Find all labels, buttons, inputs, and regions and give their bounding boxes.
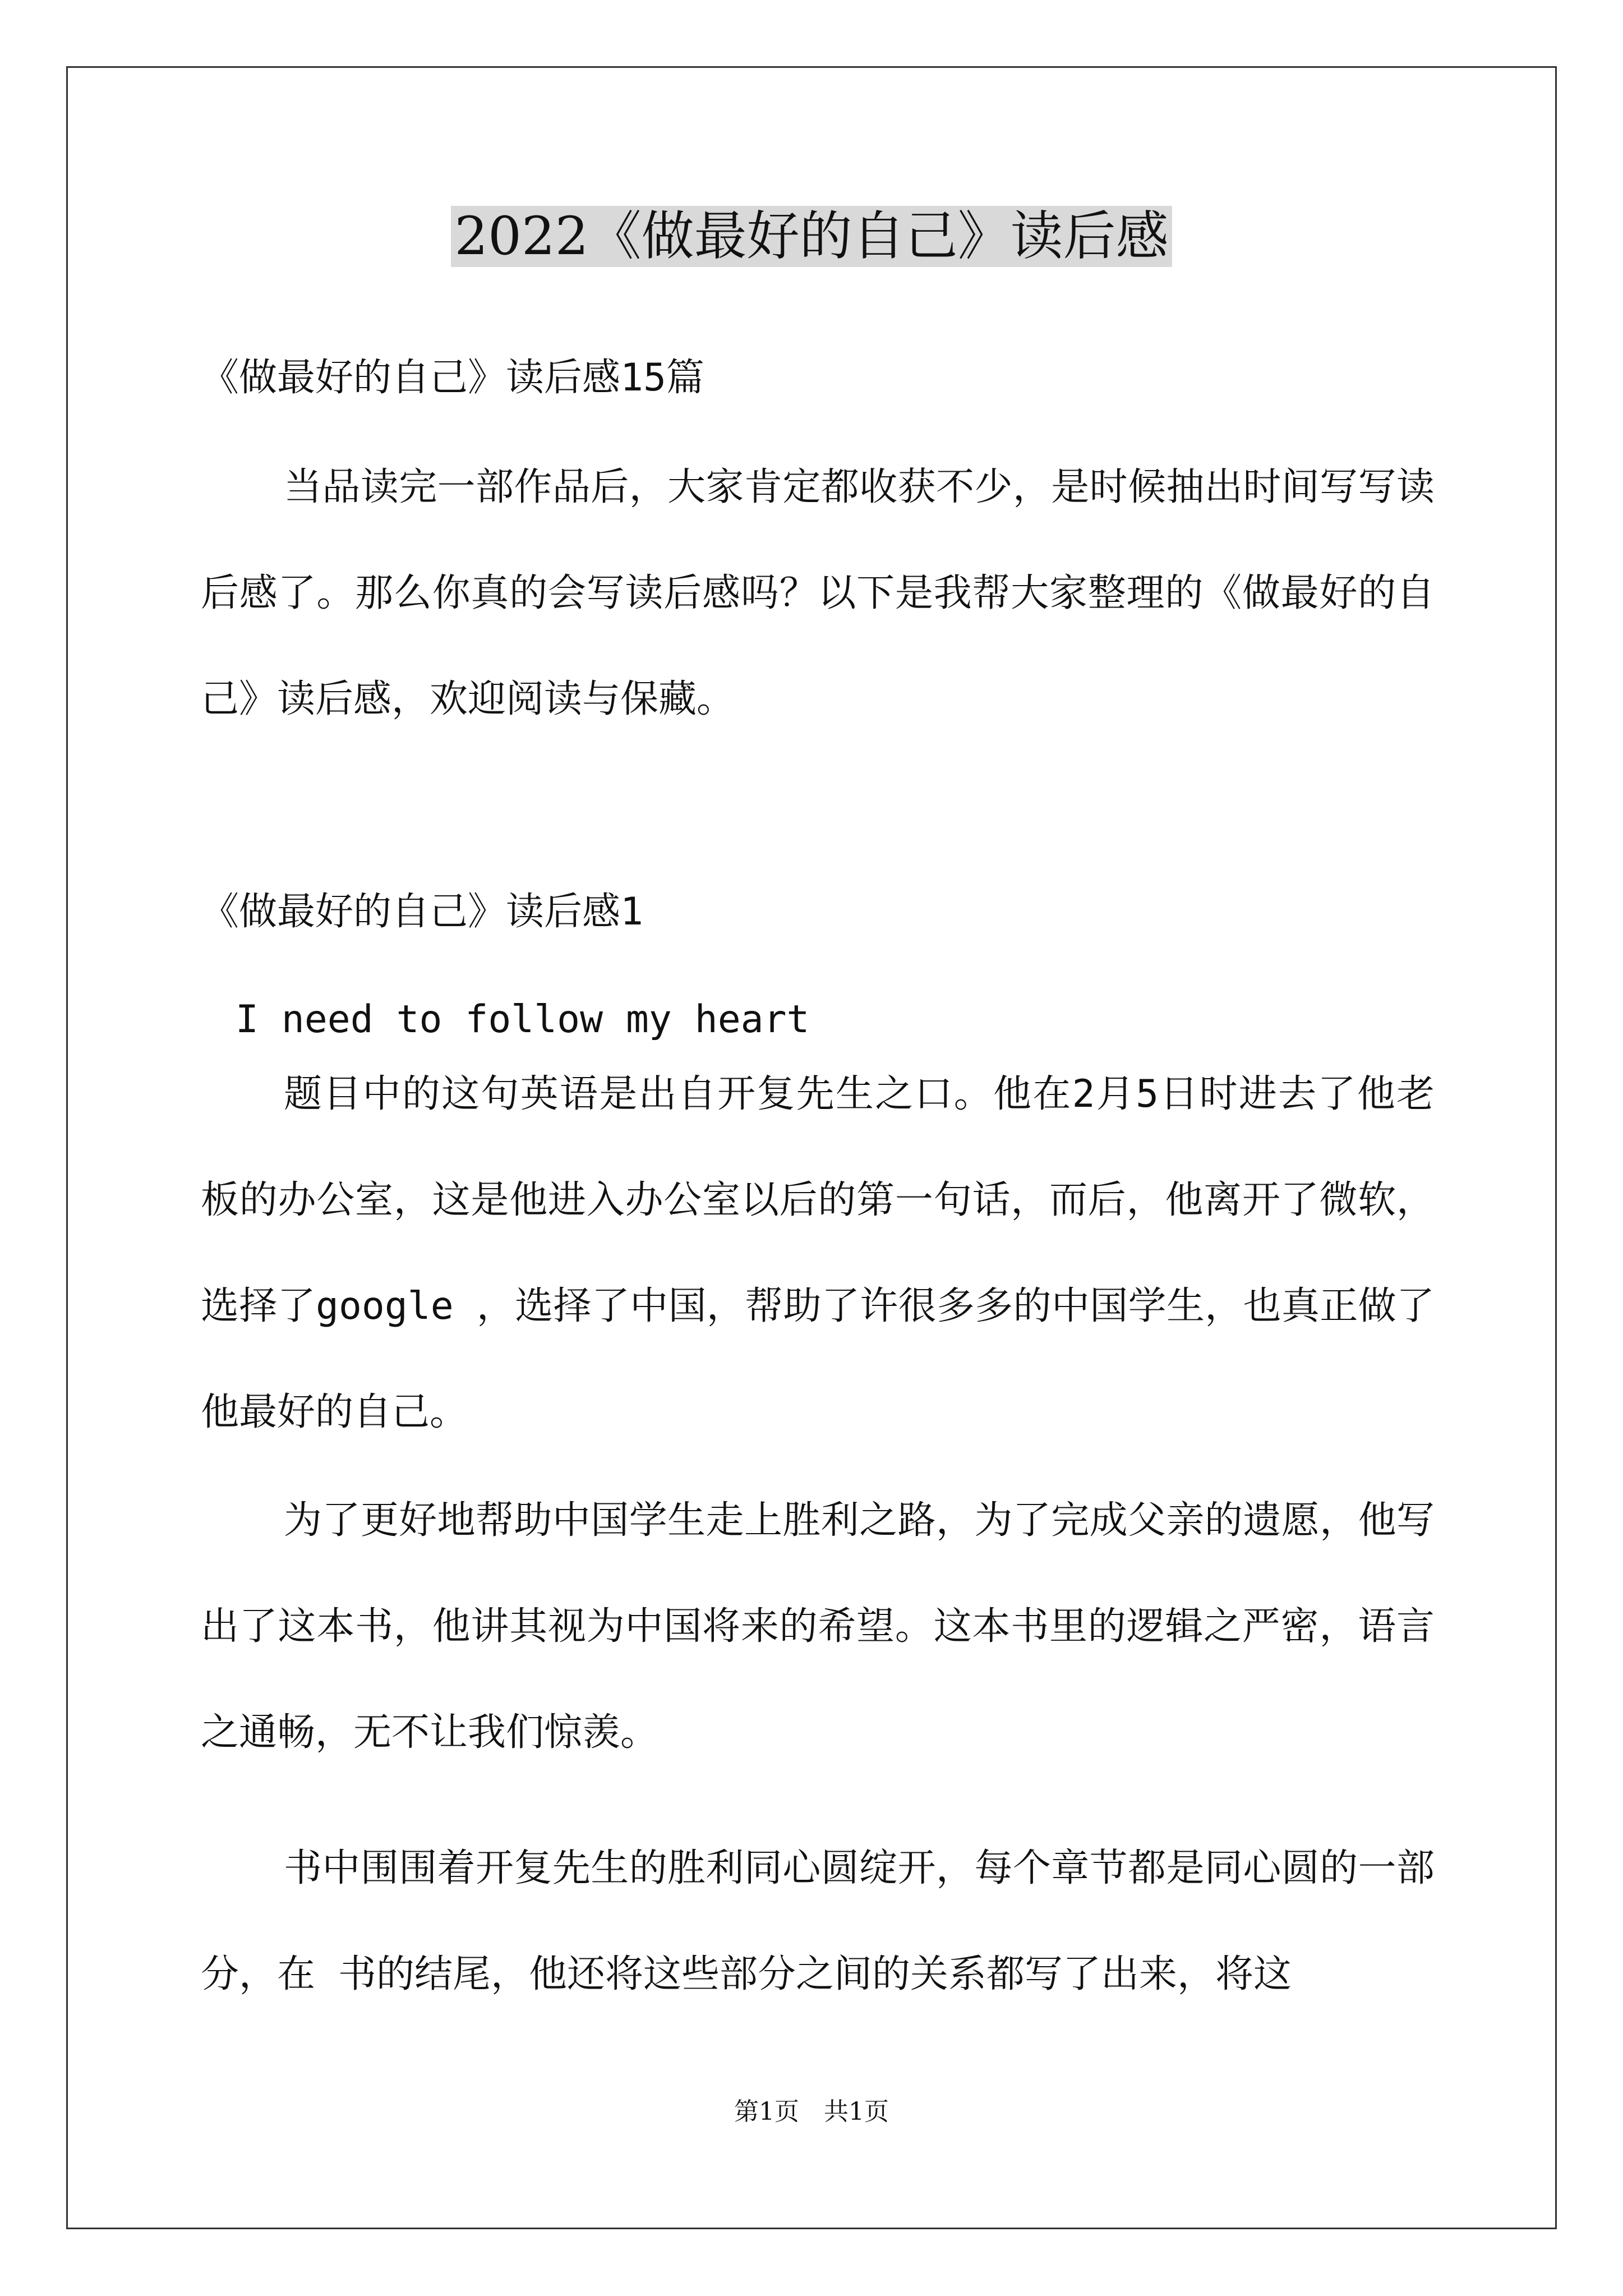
document-title xyxy=(0,197,1623,276)
body-paragraph-1: 题目中的这句英语是出自开复先生之口。他在2月5日时进去了他老板的办公室，这是他进入办公室以后的第一句话，而后，他离开了微软，选择了google ，选择了中国，帮助了许很多多的中国学生，也真正做了他最好的自己。 xyxy=(201,1072,1435,1434)
page-footer: 第1页 共1页 xyxy=(734,2097,889,2126)
document-subtitle: 《做最好的自己》读后感15篇 xyxy=(201,356,704,400)
english-line: I need to follow my heart xyxy=(236,997,810,1042)
section-heading: 《做最好的自己》读后感1 xyxy=(201,890,643,934)
body-paragraph-3: 书中围围着开复先生的胜利同心圆绽开，每个章节都是同心圆的一部分，在 书的结尾，他还将这些部分之间的关系都写了出来，将这 xyxy=(201,1846,1435,1996)
intro-paragraph: 当品读完一部作品后，大家肯定都收获不少，是时候抽出时间写写读后感了。那么你真的会写读后感吗？以下是我帮大家整理的《做最好的自己》读后感，欢迎阅读与保藏。 xyxy=(201,465,1435,721)
document-title-text: 2022《做最好的自己》读后感 xyxy=(451,206,1172,267)
body-paragraph-2: 为了更好地帮助中国学生走上胜利之路，为了完成父亲的遗愿，他写出了这本书，他讲其视为中国将来的希望。这本书里的逻辑之严密，语言之通畅，无不让我们惊羡。 xyxy=(201,1498,1435,1755)
